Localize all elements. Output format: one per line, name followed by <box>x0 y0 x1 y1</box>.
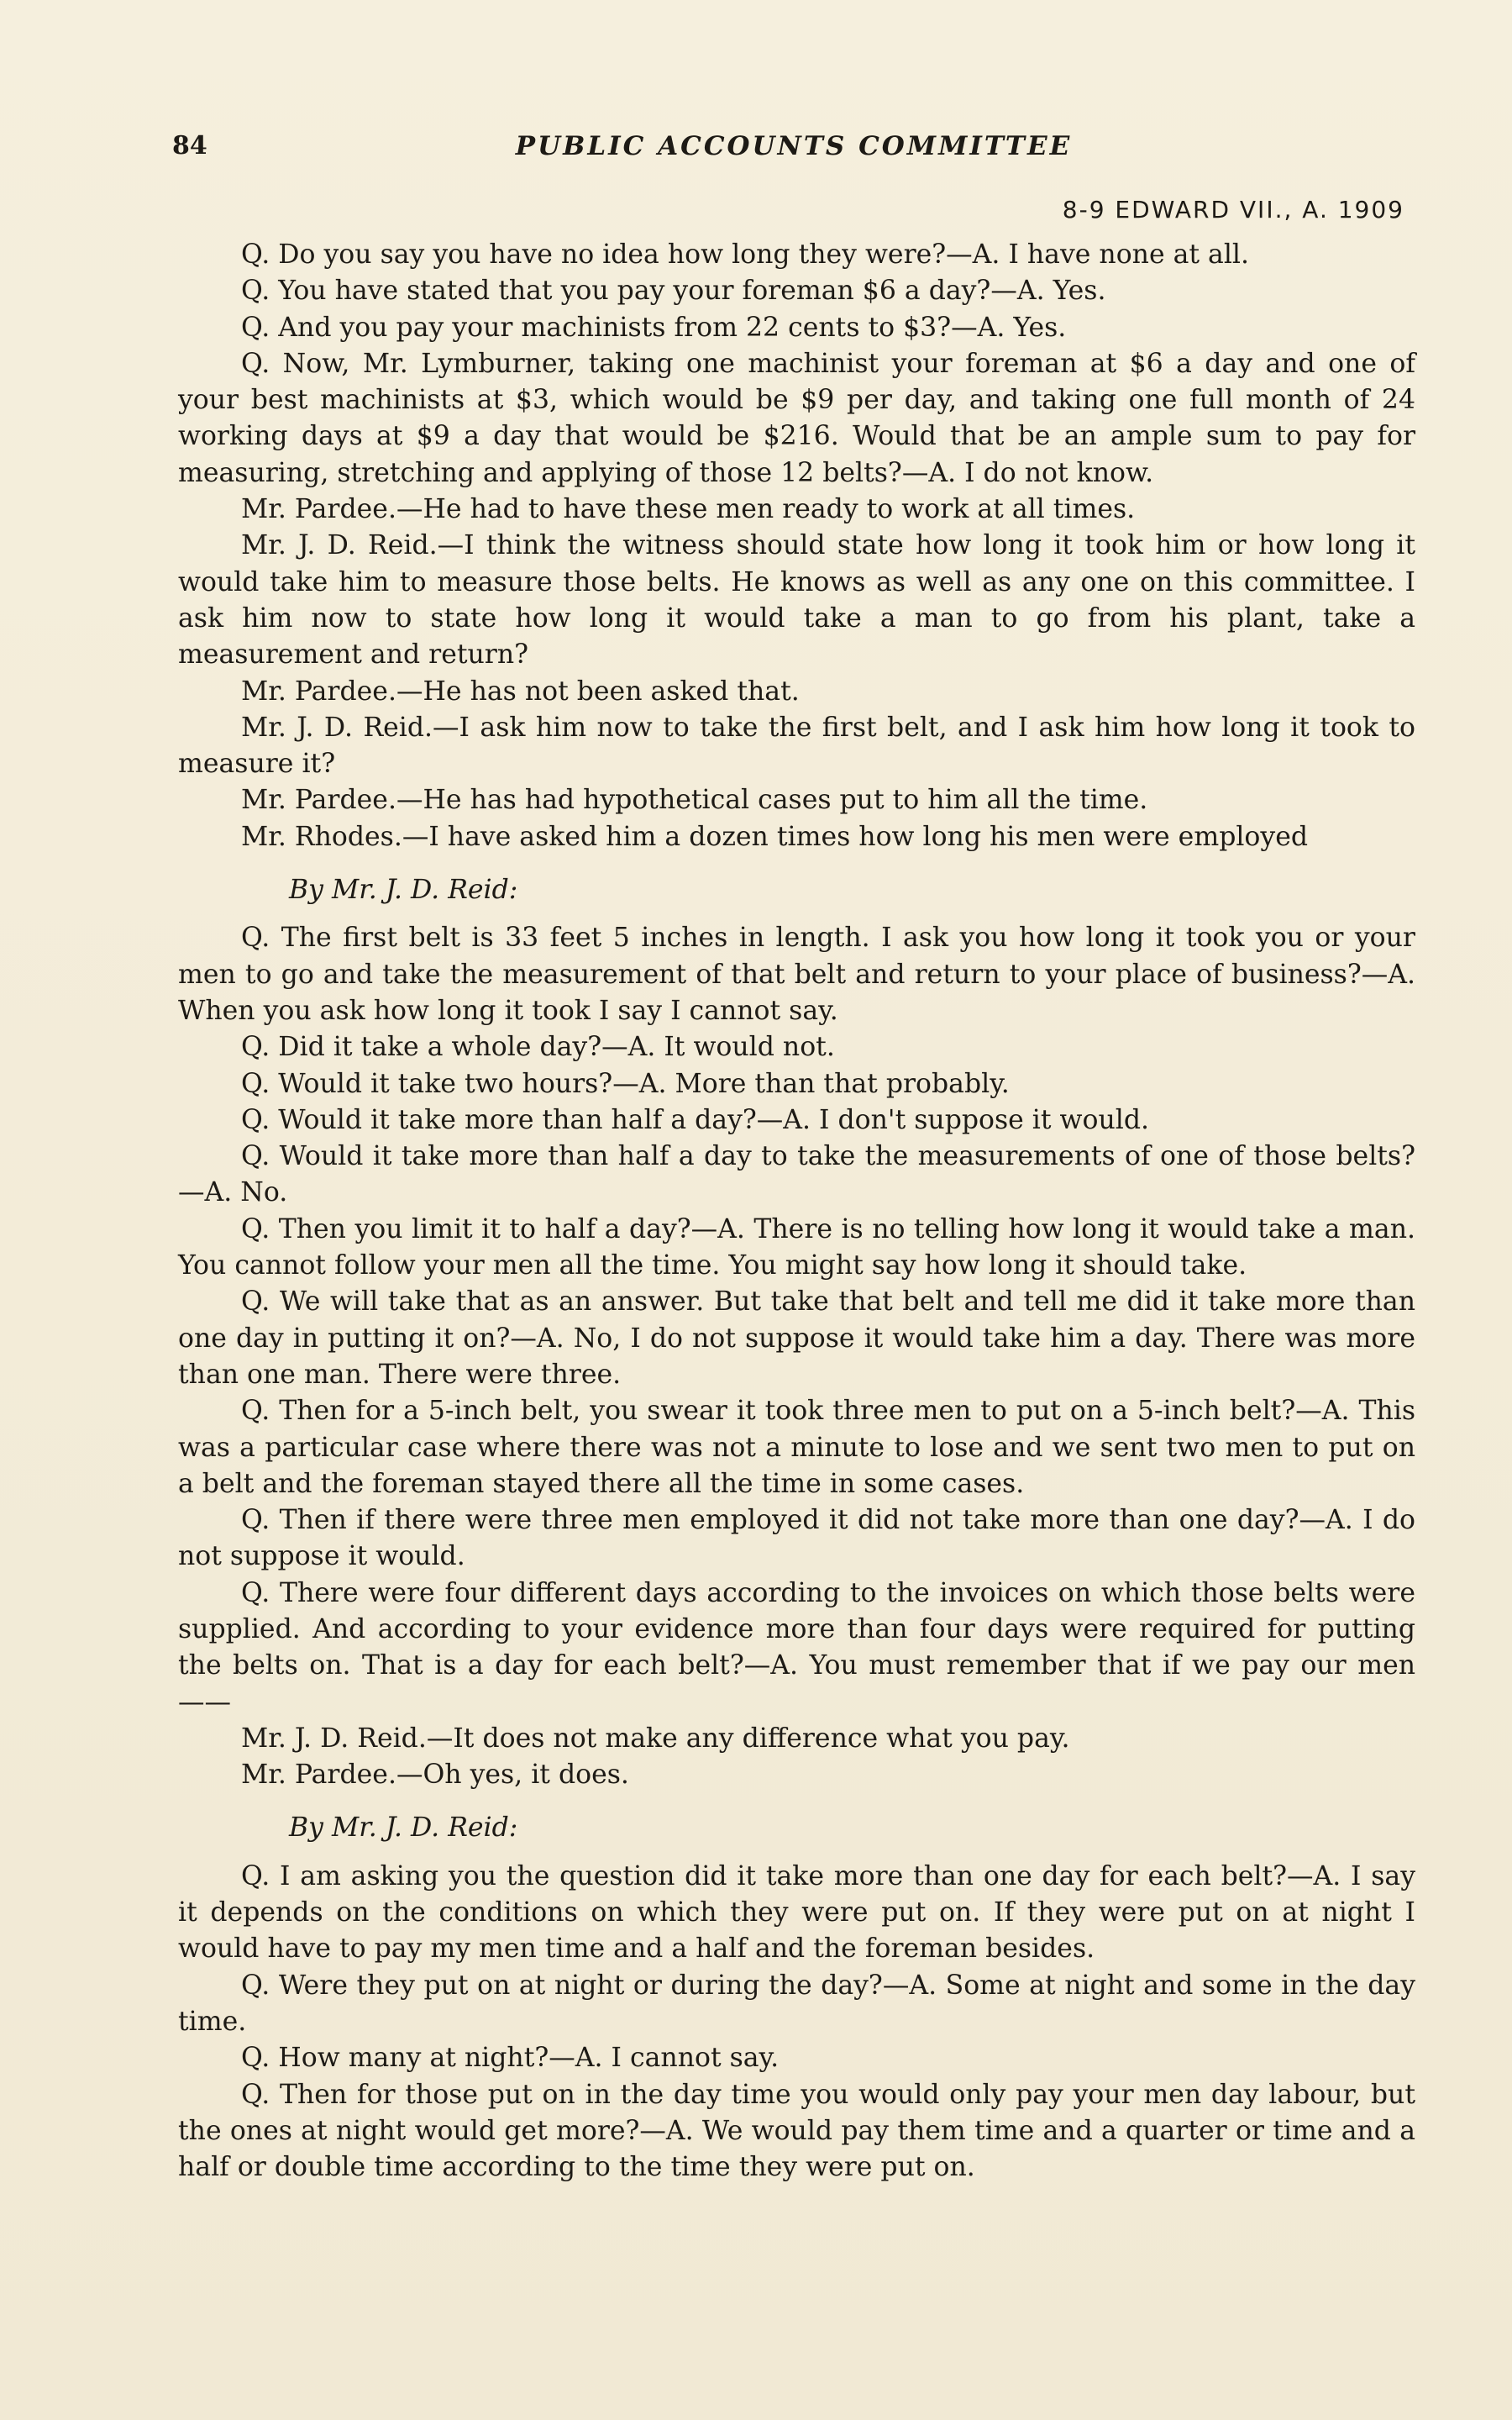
paragraph: Q. Now, Mr. Lymburner, taking one machinist your foreman at $6 a day and one of your best machinists at $3, which would be $9 per day, and taking one full month of 24 working days at $9 a day that would be $216. Would that be an ample sum to pay for measuring, stretching and applying of those 12 belts?—A. I do not know. <box>178 348 1415 488</box>
paragraph: Mr. J. D. Reid.—It does not make any difference what you pay. <box>241 1723 1070 1754</box>
paragraph: Q. Do you say you have no idea how long they were?—A. I have none at all. <box>241 239 1249 270</box>
paragraph: Mr. Pardee.—He has had hypothetical cases put to him all the time. <box>241 785 1148 816</box>
paragraph: Q. Then if there were three men employed it did not take more than one day?—A. I do not suppose it would. <box>178 1505 1415 1572</box>
transcript-body <box>178 237 1415 2186</box>
paragraph: Mr. Rhodes.—I have asked him a dozen times how long his men were employed <box>241 821 1308 852</box>
paragraph: Q. I am asking you the question did it take more than one day for each belt?—A. I say it depends on the conditions on which they were put on. If they were put on at night I would have to pay my men time and a half and the foreman besides. <box>178 1860 1415 1965</box>
paragraph: Q. Then for a 5-inch belt, you swear it took three men to put on a 5-inch belt?—A. This was a particular case where there was not a minute to lose and we sent two men to put on a belt and the foreman stayed there all the time in some cases. <box>178 1396 1415 1499</box>
paragraph: Q. Then you limit it to half a day?—A. There is no telling how long it would take a man. You cannot follow your men all the time. You might say how long it should take. <box>178 1213 1415 1281</box>
paragraph: Q. Would it take more than half a day?—A. I don't suppose it would. <box>241 1104 1150 1135</box>
page-number: 84 <box>172 131 207 160</box>
paragraph: Q. Would it take more than half a day to take the measurements of one of those belts?—A. No. <box>178 1141 1415 1208</box>
paragraph: Q. And you pay your machinists from 22 cents to $3?—A. Yes. <box>241 312 1067 343</box>
paragraph: Q. Then for those put on in the day time you would only pay your men day labour, but the ones at night would get more?—A. We would pay them time and a quarter or time and a half or double time according to the time they were put on. <box>178 2079 1415 2183</box>
paragraph: Mr. J. D. Reid.—I think the witness should state how long it took him or how long it would take him to measure those belts. He knows as well as any one on this committee. I ask him now to state how long it would take a man to go from his plant, take a measurement and return? <box>178 530 1415 671</box>
examiner-heading: By Mr. J. D. Reid: <box>289 875 518 906</box>
paragraph: Mr. Pardee.—He had to have these men ready to work at all times. <box>241 494 1136 525</box>
paragraph: Q. Would it take two hours?—A. More than that probably. <box>241 1068 1010 1099</box>
paragraph: Mr. Pardee.—He has not been asked that. <box>241 676 800 707</box>
paragraph: Q. The first belt is 33 feet 5 inches in length. I ask you how long it took you or your men to go and take the measurement of that belt and return to your place of business?—A. When you ask how long it took I say I cannot say. <box>178 923 1415 1026</box>
examiner-heading: By Mr. J. D. Reid: <box>289 1812 518 1844</box>
paragraph: Q. Did it take a whole day?—A. It would not. <box>241 1032 835 1063</box>
paragraph: Q. We will take that as an answer. But take that belt and tell me did it take more than one day in putting it on?—A. No, I do not suppose it would take him a day. There was more than one man. There were three. <box>178 1286 1415 1390</box>
paragraph: Mr. Pardee.—Oh yes, it does. <box>241 1760 629 1791</box>
page-header <box>172 131 1415 165</box>
paragraph: Q. Were they put on at night or during the day?—A. Some at night and some in the day time. <box>178 1970 1415 2037</box>
paragraph: Mr. J. D. Reid.—I ask him now to take the first belt, and I ask him how long it took to measure it? <box>178 712 1415 780</box>
session-reference: 8-9 EDWARD VII., A. 1909 <box>1062 196 1404 224</box>
paragraph: Q. There were four different days according to the invoices on which those belts were supplied. And according to your evidence more than four days were required for putting the belts on. That is a day for each belt?—A. You must remember that if we pay our men—— <box>178 1577 1415 1718</box>
paragraph: Q. How many at night?—A. I cannot say. <box>241 2043 780 2074</box>
paragraph: Q. You have stated that you pay your foreman $6 a day?—A. Yes. <box>241 276 1106 307</box>
running-title: PUBLIC ACCOUNTS COMMITTEE <box>515 131 1073 161</box>
